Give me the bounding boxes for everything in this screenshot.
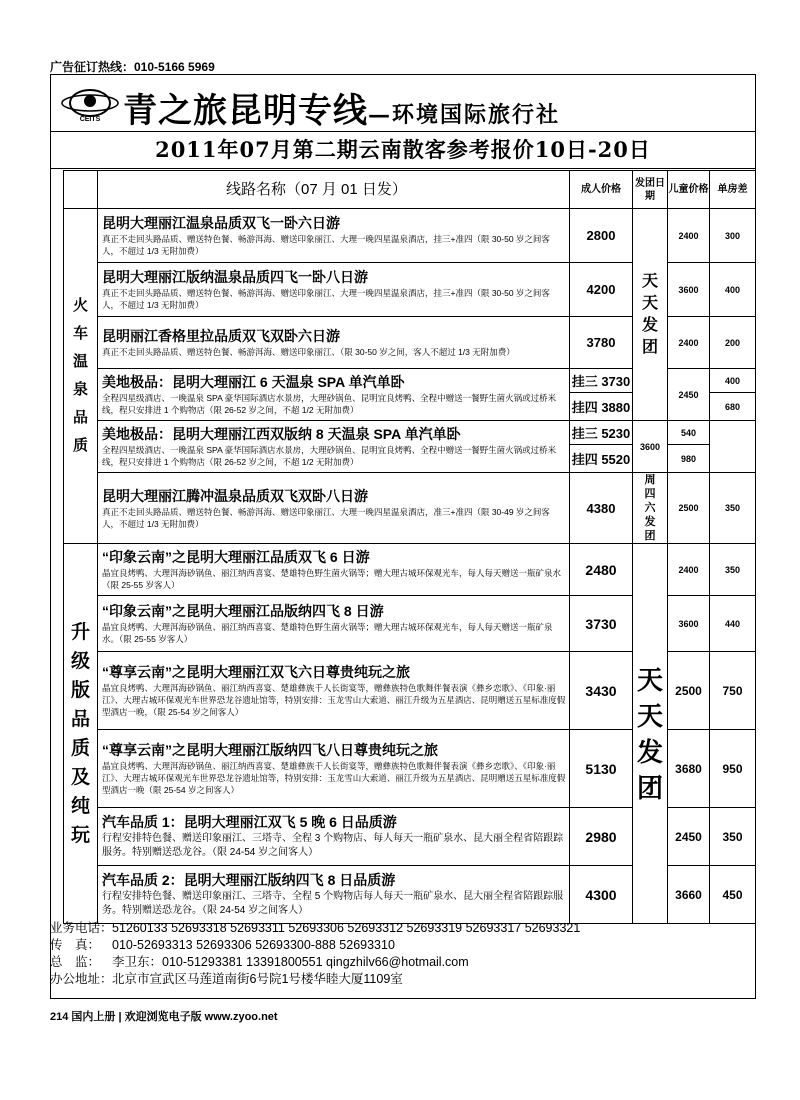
ceits-logo-icon [59, 87, 121, 123]
route-name: 汽车品质 2：昆明大理丽江版纳四飞 8 日品质游 [102, 872, 396, 888]
child-price: 2500 [668, 652, 710, 730]
route-desc: 晶宜良烤鸭、大理洱海砂锅鱼、丽江纳西喜宴、楚雄特色野生菌火锅等；赠大理古城环保观光车，每人每天赠送一瓶矿泉水（限 25-55 岁客人） [102, 568, 562, 590]
depart-daily: 天 天 发 团 [633, 544, 668, 924]
route-cell [98, 808, 570, 866]
adult-price: 5130 [570, 730, 633, 808]
single-supplement-b: 980 [668, 445, 710, 473]
route-cell [98, 421, 570, 473]
price-sheet [50, 74, 756, 999]
depart-daily: 天 天 发 团 [633, 209, 668, 421]
single-supplement: 400 [710, 263, 756, 317]
table-row [64, 544, 756, 596]
brand-subtitle: —环境国际旅行社 [368, 102, 561, 128]
route-cell [98, 209, 570, 263]
route-desc: 真正不走回头路品质、赠送特色餐、畅游洱海、赠送印象丽江、大理一晚四星温泉酒店，准三+准四（限 30-49 岁之间客人，不超过 1/3 无附加费） [102, 506, 550, 529]
blank-header [64, 171, 98, 209]
child-price: 3660 [668, 866, 710, 924]
route-desc: 全程四星级酒店、一晚温泉 SPA 豪华国际酒店水景房，大理砂锅鱼、昆明宜良烤鸭、全程中赠送一餐野生菌火锅或过桥米线，程只安排进 1 个购物店（限 26-52 岁之间，不超 1/2 无附加费） [102, 393, 557, 415]
route-name: 汽车品质 1：昆明大理丽江双飞 5 晚 6 日品质游 [102, 814, 397, 830]
adult-price-a: 挂三 5230 [570, 421, 633, 445]
single-supplement-a: 540 [668, 421, 710, 445]
child-price: 2400 [668, 209, 710, 263]
address-row [50, 971, 756, 988]
child-price: 3600 [668, 596, 710, 652]
single-supplement-b: 680 [710, 393, 756, 421]
route-desc: 真正不走回头路品质、赠送特色餐、畅游洱海、赠送印象丽江、大理一晚四星温泉酒店，挂三+准四（限 30-50 岁之间客人，不超过 1/3 无附加费） [102, 288, 550, 310]
adult-price: 3780 [570, 317, 633, 369]
single-supplement-header: 单房差 [710, 171, 756, 209]
adult-price: 2800 [570, 209, 633, 263]
child-price: 2400 [668, 544, 710, 596]
adult-price: 2480 [570, 544, 633, 596]
route-cell [98, 596, 570, 652]
route-name: 昆明丽江香格里拉品质双飞双卧六日游 [102, 328, 340, 344]
single-supplement: 350 [710, 808, 756, 866]
route-name: 美地极品：昆明大理丽江 6 天温泉 SPA 单汽单卧 [102, 374, 405, 390]
table-row [64, 209, 756, 263]
adult-price-a: 挂三 3730 [570, 369, 633, 393]
adult-price: 4380 [570, 473, 633, 544]
route-cell [98, 263, 570, 317]
route-name: 美地极品：昆明大理丽江西双版纳 8 天温泉 SPA 单汽单卧 [102, 426, 461, 442]
child-price: 3680 [668, 730, 710, 808]
route-cell [98, 652, 570, 730]
table-row [64, 473, 756, 544]
logo-label: CEITS [79, 116, 101, 123]
child-price: 2400 [668, 317, 710, 369]
adult-price: 2980 [570, 808, 633, 866]
period-title: 2011年07月第二期云南散客参考报价10日-20日 [51, 131, 755, 169]
fax-numbers: 010-52693313 52693306 52693300-888 52693310 [112, 938, 395, 952]
table-header-row [64, 171, 756, 209]
price-table [63, 170, 756, 924]
table-row [64, 421, 756, 445]
single-supplement: 440 [710, 596, 756, 652]
single-supplement: 950 [710, 730, 756, 808]
adult-price-header: 成人价格 [570, 171, 633, 209]
route-name: “尊享云南”之昆明大理丽江版纳四飞八日尊贵纯玩之旅 [102, 742, 438, 758]
adult-price: 4200 [570, 263, 633, 317]
adult-price: 3430 [570, 652, 633, 730]
route-name: 昆明大理丽江版纳温泉品质四飞一卧八日游 [102, 269, 368, 285]
route-column-header: 线路名称（07 月 01 日发） [98, 171, 570, 209]
phone-row [50, 920, 756, 937]
route-name: “印象云南”之昆明大理丽江品版纳四飞 8 日游 [102, 603, 384, 619]
route-cell [98, 369, 570, 421]
single-supplement: 200 [710, 317, 756, 369]
route-desc: 行程安排特色餐、赠送印象丽江、三塔寺、全程 3 个购物店、每人每天一瓶矿泉水、昆大丽全程省陪跟踪服务。特别赠送恐龙谷。（限 24-54 岁之间客人） [102, 833, 564, 858]
child-price: 3600 [668, 263, 710, 317]
route-desc: 真正不走回头路品质、赠送特色餐、畅游洱海、赠送印象丽江、（限 30-50 岁之间，客人不超过 1/3 无附加费） [102, 347, 515, 357]
route-desc: 真正不走回头路品质、赠送特色餐、畅游洱海、赠送印象丽江、大理一晚四星温泉酒店，挂三+准四（限 30-50 岁之间客人，不超过 1/3 无附加费） [102, 234, 550, 256]
phone-label: 业务电话： [50, 921, 113, 935]
child-price: 2500 [668, 473, 710, 544]
depart-date-header: 发团日期 [633, 171, 668, 209]
ad-hotline: 广告征订热线：010-5166 5969 [50, 60, 215, 74]
child-price: 2450 [668, 369, 710, 421]
single-supplement-a: 400 [710, 369, 756, 393]
brand-title [123, 83, 560, 132]
route-name: “印象云南”之昆明大理丽江品质双飞 6 日游 [102, 549, 370, 565]
fax-label: 传 真： [50, 938, 101, 952]
child-price-header: 儿童价格 [668, 171, 710, 209]
route-cell [98, 317, 570, 369]
child-price: 2450 [668, 808, 710, 866]
route-cell [98, 866, 570, 924]
manager-contact: 李卫东：010-51293381 13391800551 qingzhilv66@hotmail.com [112, 955, 469, 969]
single-supplement: 350 [710, 544, 756, 596]
route-desc: 行程安排特色餐、赠送印象丽江、三塔寺、全程 5 个购物店每人每天一瓶矿泉水、昆大丽全程省陪跟踪服务。特别赠送恐龙谷。（限 24-54 岁之间客人） [102, 891, 564, 916]
brand-main: 青之旅昆明专线 [123, 91, 368, 131]
manager-row [50, 954, 756, 971]
route-desc: 晶宜良烤鸭、大理洱海砂锅鱼、丽江纳西喜宴、楚雄彝族千人长街宴等，赠彝族特色歌舞伴餐表演《彝乡恋歌》、《印象·丽江》、大理古城环保观光车世界恐龙谷遗址馆等，特别安排：玉龙雪山大索道、丽江升级为五星酒店、昆明赠送五星标准度假型酒店一晚（限 25-54 岁之间客人） [102, 761, 566, 795]
category-upgrade: 升 级 版 品 质 及 纯 玩 [64, 544, 98, 924]
contact-block [50, 920, 756, 988]
single-supplement: 350 [710, 473, 756, 544]
route-name: “尊享云南”之昆明大理丽江双飞六日尊贵纯玩之旅 [102, 664, 410, 680]
single-supplement: 450 [710, 866, 756, 924]
route-cell [98, 730, 570, 808]
manager-label: 总 监： [50, 955, 101, 969]
adult-price-b: 挂四 5520 [570, 445, 633, 473]
route-name: 昆明大理丽江温泉品质双飞一卧六日游 [102, 215, 340, 231]
route-name: 昆明大理丽江腾冲温泉品质双飞双卧八日游 [102, 487, 368, 504]
single-supplement: 750 [710, 652, 756, 730]
page-footer: 214 国内上册 | 欢迎浏览电子版 www.zyoo.net [50, 1011, 278, 1023]
route-cell [98, 473, 570, 544]
address: 北京市宣武区马莲道南街6号院1号楼华睦大厦1109室 [112, 972, 403, 986]
category-train: 火 车 温 泉 品 质 [64, 209, 98, 544]
brand-header [51, 75, 755, 131]
adult-price-b: 挂四 3880 [570, 393, 633, 421]
address-label: 办公地址： [50, 972, 113, 986]
depart-weekly: 周 四 六 发 团 [633, 473, 668, 544]
fax-row [50, 937, 756, 954]
adult-price: 3730 [570, 596, 633, 652]
route-desc: 全程四星级酒店、一晚温泉 SPA 豪华国际酒店水景房，大理砂锅鱼、昆明宜良烤鸭、全程中赠送一餐野生菌火锅或过桥米线，程只安排进 1 个购物店（限 26-52 岁之间，不超 1/2 无附加费） [102, 445, 557, 467]
route-cell [98, 544, 570, 596]
phone-numbers: 51260133 52693318 52693311 52693306 52693312 52693319 52693317 52693321 [112, 921, 581, 935]
route-desc: 晶宜良烤鸭、大理洱海砂锅鱼、丽江纳西喜宴、楚雄彝族千人长街宴等，赠彝族特色歌舞伴餐表演《彝乡恋歌》、《印象·丽江》、大理古城环保观光车世界恐龙谷遗址馆等，特别安排：玉龙雪山大索道、丽江升级为五星酒店、昆明赠送五星标准度假型酒店一晚，（限 25-54 岁之间客人） [102, 683, 566, 717]
route-desc: 晶宜良烤鸭、大理洱海砂锅鱼、丽江纳西喜宴、楚雄特色野生菌火锅等；赠大理古城环保观光车，每人每天赠送一瓶矿泉水。（限 25-55 岁客人） [102, 622, 553, 644]
single-supplement: 300 [710, 209, 756, 263]
adult-price: 4300 [570, 866, 633, 924]
child-price: 3600 [633, 421, 668, 473]
